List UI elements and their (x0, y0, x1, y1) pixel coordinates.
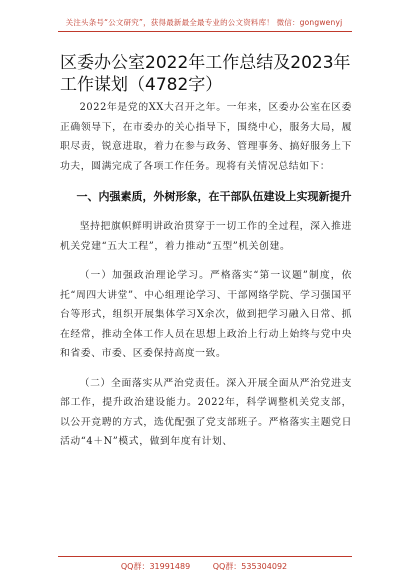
page-header-note: 关注头条号“公文研究”，获得最新最全最专业的公文资料库！ 微信：gongwenyj (65, 18, 343, 27)
subsection-paragraph: （二）全面落实从严治党责任。深入开展全面从严治党进支部工作，提升政治建设能力。2022年，科学调整机关党支部，以公开竞聘的方式，选优配强了党支部班子。严格落实主题党日活动“4＋N”模式，做到年度有计划、 (60, 377, 352, 447)
footer-qq-group-1: QQ群：31991489 (120, 562, 191, 571)
header-divider (58, 31, 352, 32)
footer-qq-group-2: QQ群：535304092 (212, 562, 288, 571)
footer-divider (58, 556, 352, 557)
section-intro-paragraph: 坚持把旗帜鲜明讲政治贯穿于一切工作的全过程，深入推进机关党建“五大工程”，着力推动“五型”机关创建。 (60, 221, 352, 252)
section-heading: 一、内强素质，外树形象，在干部队伍建设上实现新提升 (76, 190, 352, 203)
intro-paragraph: 2022年是党的XX大召开之年。一年来，区委办公室在区委正确领导下，在市委办的关心指导下，围绕中心，服务大局，履职尽责，锐意进取，着力在参与政务、管理事务、搞好服务上下功夫，圆满完成了各项工作任务。现将有关情况总结如下： (60, 102, 352, 172)
subsection-paragraph: （一）加强政治理论学习。严格落实“第一议题”制度，依托“周四大讲堂”、中心组理论学习、干部网络学院、学习强国平台等形式，组织开展集体学习X余次，做到把学习融入日常、抓在经常，推动全体工作人员在思想上政治上行动上始终与党中央和省委、市委、区委保持高度一致。 (60, 270, 352, 359)
document-body (60, 98, 352, 462)
page-footer (0, 561, 408, 572)
document-title: 区委办公室2022年工作总结及2023年工作谋划（4782字） (60, 53, 351, 95)
